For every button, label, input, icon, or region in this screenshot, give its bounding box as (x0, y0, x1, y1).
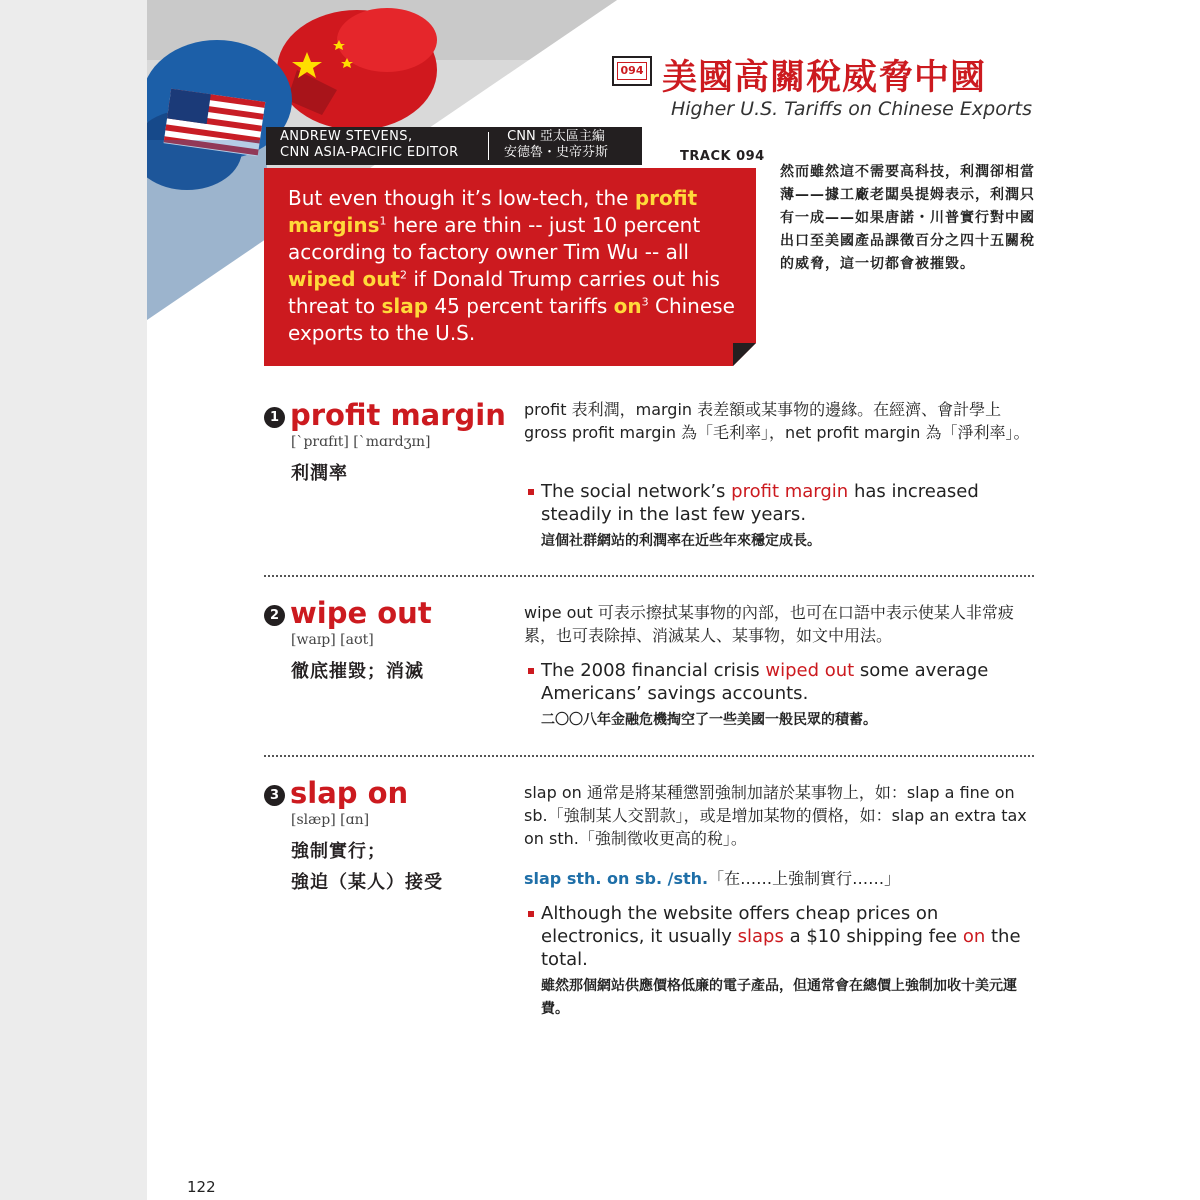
quote-text-4: 45 percent tariffs (428, 294, 614, 318)
example-en-3 (541, 902, 1036, 971)
example-zh-3: 雖然那個網站供應價格低廉的電子產品，但通常會在總價上強制加收十美元運費。 (541, 978, 1017, 1017)
byline-name-zh: 安德魯・史帝芬斯 (504, 145, 609, 160)
footnote-2: 2 (400, 268, 408, 282)
page-curl-icon (733, 343, 756, 366)
entry-ipa-1: [ˋprɑfɪt] [ˋmɑrdʒɪn] (291, 434, 431, 450)
example-text: has increased steadily in the last few years. (541, 481, 979, 525)
example-zh-1: 這個社群網站的利潤率在近些年來穩定成長。 (541, 533, 821, 549)
footnote-1: 1 (379, 214, 387, 228)
keyword-profit-margins: profit margins (288, 186, 698, 237)
entry-number-1: 1 (264, 407, 285, 428)
usage-pattern (524, 867, 1034, 890)
example-en-1 (541, 480, 1011, 526)
example-text: some average Americans’ savings accounts. (541, 660, 989, 704)
quote-text-3: if Donald Trump carries out his threat to (288, 267, 720, 318)
entry-definition-3: slap on 通常是將某種懲罰強制加諸於某事物上，如：slap a fine on sb.「強制某人交罰款」，或是增加某物的價格，如：slap an extra tax on sth.「強制徵收更高的稅」。 (524, 783, 1027, 848)
dotted-divider (264, 575, 1034, 577)
page-title-en: Higher U.S. Tariffs on Chinese Exports (670, 98, 1032, 120)
translation-zh: 然而雖然這不需要高科技，利潤卻相當薄——據工廠老闆吳提姆表示，利潤只有一成——如果唐諾・川普實行對中國出口至美國產品課徵百分之四十五關稅的威脅，這一切都會被摧毀。 (780, 164, 1035, 272)
example-keyword: wiped out (765, 660, 855, 681)
byline-bar (266, 127, 642, 165)
entry-meaning-1: 利潤率 (291, 463, 348, 484)
byline-en (280, 129, 459, 161)
example-keyword: slaps (737, 926, 784, 947)
bullet-icon (528, 668, 534, 674)
entry-word-wipe-out: wipe out (290, 596, 432, 630)
page-title-zh: 美國高關稅威脅中國 (662, 58, 987, 98)
quote-text-1: But even though it’s low-tech, the (288, 186, 635, 210)
dotted-divider (264, 755, 1034, 757)
example-text: the total. (541, 926, 1021, 970)
entry-number-3: 3 (264, 785, 285, 806)
example-text: Although the website offers cheap prices on electronics, it usually (541, 903, 939, 947)
byline-role-en: CNN ASIA-PACIFIC EDITOR (280, 145, 459, 160)
example-keyword: on (962, 926, 986, 947)
bullet-icon (528, 489, 534, 495)
usage-pattern-zh: 「在……上強制實行……」 (708, 869, 901, 888)
entry-meaning-3-line2: 強迫（某人）接受 (291, 872, 443, 893)
entry-definition-1: profit 表利潤，margin 表差額或某事物的邊緣。在經濟、會計學上 gross profit margin 為「毛利率」，net profit margin 為「淨利率」。 (524, 400, 1030, 442)
footnote-3: 3 (641, 295, 649, 309)
lesson-number: 094 (617, 62, 648, 80)
example-text: a $10 shipping fee (783, 926, 963, 947)
page-margin-band (0, 0, 147, 1200)
example-zh-2: 二〇〇八年金融危機掏空了一些美國一般民眾的積蓄。 (541, 712, 877, 728)
quote-box (264, 168, 756, 366)
example-keyword: profit margin (731, 481, 849, 502)
usage-pattern-en: slap sth. on sb. /sth. (524, 869, 709, 888)
byline-divider (488, 132, 489, 160)
entry-definition-2: wipe out 可表示擦拭某事物的內部，也可在口語中表示使某人非常疲累，也可表除掉、消滅某人、某事物，如文中用法。 (524, 603, 1014, 645)
byline-name-en: ANDREW STEVENS, (280, 129, 413, 144)
lesson-number-badge (612, 56, 652, 86)
keyword-on: on (613, 294, 642, 318)
entry-meaning-2: 徹底摧毀；消滅 (291, 661, 424, 682)
entry-word-profit-margin: profit margin (290, 398, 506, 432)
entry-ipa-2: [waɪp] [aʊt] (291, 632, 374, 648)
example-text: The social network’s (541, 481, 732, 502)
byline-zh (504, 129, 608, 161)
entry-word-slap-on: slap on (290, 776, 409, 810)
keyword-wiped-out: wiped out (288, 267, 401, 291)
quote-text-5: Chinese exports to the U.S. (288, 294, 735, 345)
quote-text-2: here are thin -- just 10 percent according to factory owner Tim Wu -- all (288, 213, 701, 264)
example-text: The 2008 financial crisis (541, 660, 766, 681)
keyword-slap: slap (381, 294, 429, 318)
entry-ipa-3: [slæp] [ɑn] (291, 812, 370, 828)
byline-role-zh: CNN 亞太區主編 (507, 129, 605, 144)
quote-text (288, 185, 744, 347)
track-label: TRACK 094 (680, 149, 765, 164)
entry-number-2: 2 (264, 605, 285, 626)
bullet-icon (528, 911, 534, 917)
example-en-2 (541, 659, 1011, 705)
entry-meaning-3 (291, 836, 443, 898)
page-number: 122 (187, 1178, 216, 1196)
entry-meaning-3-line1: 強制實行； (291, 841, 386, 862)
